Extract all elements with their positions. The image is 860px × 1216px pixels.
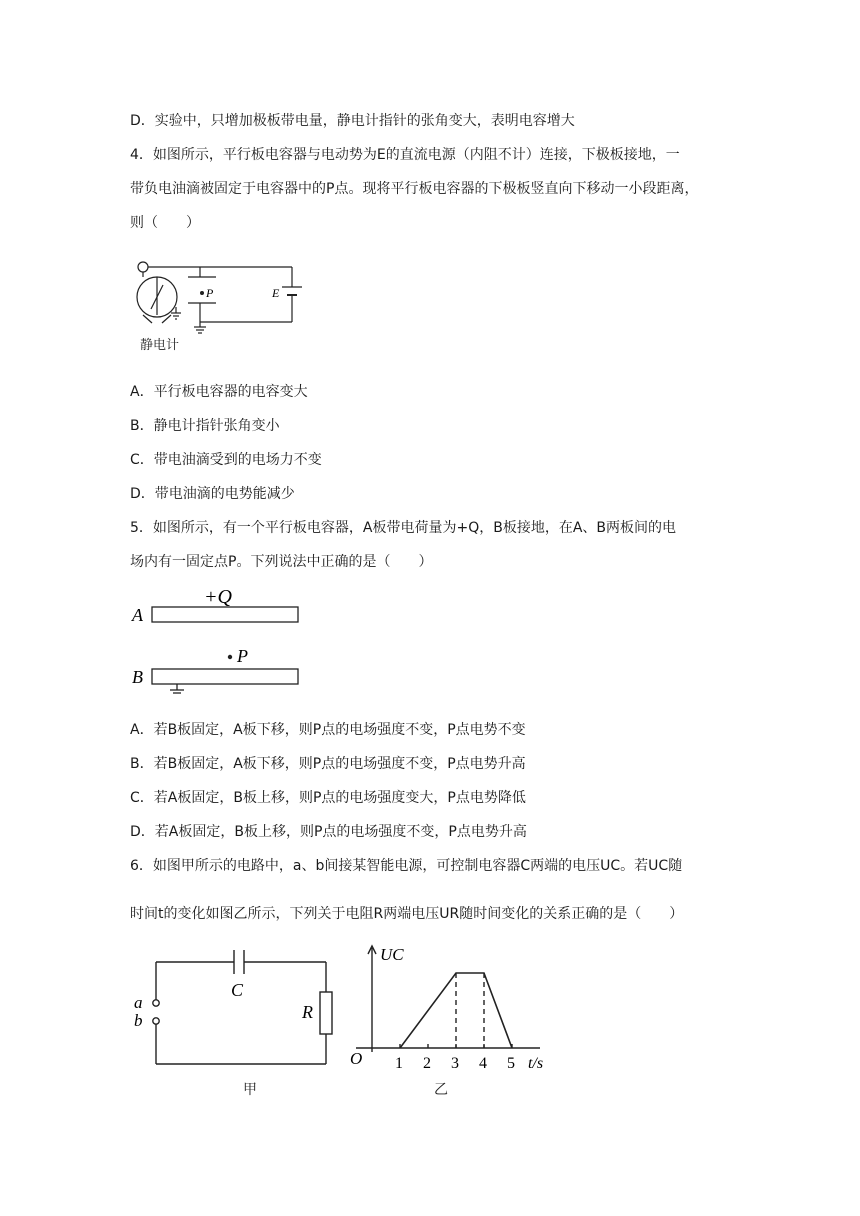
figure-caption: 乙 bbox=[434, 1082, 448, 1098]
x-tick-label: 5 bbox=[507, 1055, 515, 1072]
figure-electrometer-circuit bbox=[130, 255, 310, 360]
origin-label: O bbox=[350, 1049, 363, 1068]
plate-a-label: A bbox=[132, 605, 143, 625]
x-tick-label: 3 bbox=[451, 1055, 459, 1072]
capacitor-label: C bbox=[231, 980, 244, 1000]
x-axis-label: t/s bbox=[528, 1055, 544, 1072]
emf-label: E bbox=[272, 286, 280, 300]
figure-caption: 静电计 bbox=[140, 338, 180, 353]
terminal-b-label: b bbox=[134, 1011, 143, 1030]
plate-b-label: B bbox=[132, 667, 143, 687]
question-4-text: 4．如图所示，平行板电容器与电动势为E的直流电源（内阻不计）连接，下极板接地，一 bbox=[130, 147, 680, 163]
oil-drop-dot bbox=[200, 291, 204, 295]
figure-caption: 甲 bbox=[243, 1082, 257, 1098]
option-c: C．若A板固定，B板上移，则P点的电场强度变大，P点电势降低 bbox=[130, 790, 526, 806]
x-tick-label: 1 bbox=[395, 1055, 403, 1072]
charge-label: +Q bbox=[204, 586, 232, 608]
x-tick-label: 4 bbox=[479, 1055, 487, 1072]
point-p-label: P bbox=[206, 286, 214, 300]
point-p-label: P bbox=[237, 646, 248, 666]
text-line: 场内有一固定点P。下列说法中正确的是（ ） bbox=[130, 554, 433, 570]
question-6-text: 6．如图甲所示的电路中，a、b间接某智能电源，可控制电容器C两端的电压UC。若UC随 bbox=[130, 858, 683, 874]
text-line: D．实验中，只增加极板带电量，静电计指针的张角变大，表明电容增大 bbox=[130, 113, 575, 129]
x-tick-label: 2 bbox=[423, 1055, 431, 1072]
option-b: B．静电计指针张角变小 bbox=[130, 418, 280, 434]
text-line: 时间t的变化如图乙所示，下列关于电阻R两端电压UR随时间变化的关系正确的是（ ） bbox=[130, 906, 684, 922]
option-a: A．若B板固定，A板下移，则P点的电场强度不变，P点电势不变 bbox=[130, 722, 526, 738]
figure-uc-graph bbox=[340, 940, 565, 1100]
text-line: 带负电油滴被固定于电容器中的P点。现将平行板电容器的下极板竖直向下移动一小段距离， bbox=[130, 181, 699, 197]
option-d: D．带电油滴的电势能减少 bbox=[130, 486, 295, 502]
option-b: B．若B板固定，A板下移，则P点的电场强度不变，P点电势升高 bbox=[130, 756, 526, 772]
option-c: C．带电油滴受到的电场力不变 bbox=[130, 452, 322, 468]
y-axis-label: UC bbox=[380, 945, 404, 964]
option-a: A．平行板电容器的电容变大 bbox=[130, 384, 308, 400]
text-line: 则（ ） bbox=[130, 215, 200, 231]
question-5-text: 5．如图所示，有一个平行板电容器，A板带电荷量为+Q，B板接地，在A、B两板间的电 bbox=[130, 520, 677, 536]
option-d: D．若A板固定，B板上移，则P点的电场强度不变，P点电势升高 bbox=[130, 824, 527, 840]
figure-parallel-plates bbox=[130, 585, 310, 695]
figure-rc-circuit bbox=[130, 940, 342, 1100]
resistor-label: R bbox=[302, 1002, 313, 1022]
terminal-a-label: a bbox=[134, 993, 143, 1012]
point-p-dot bbox=[228, 655, 232, 659]
